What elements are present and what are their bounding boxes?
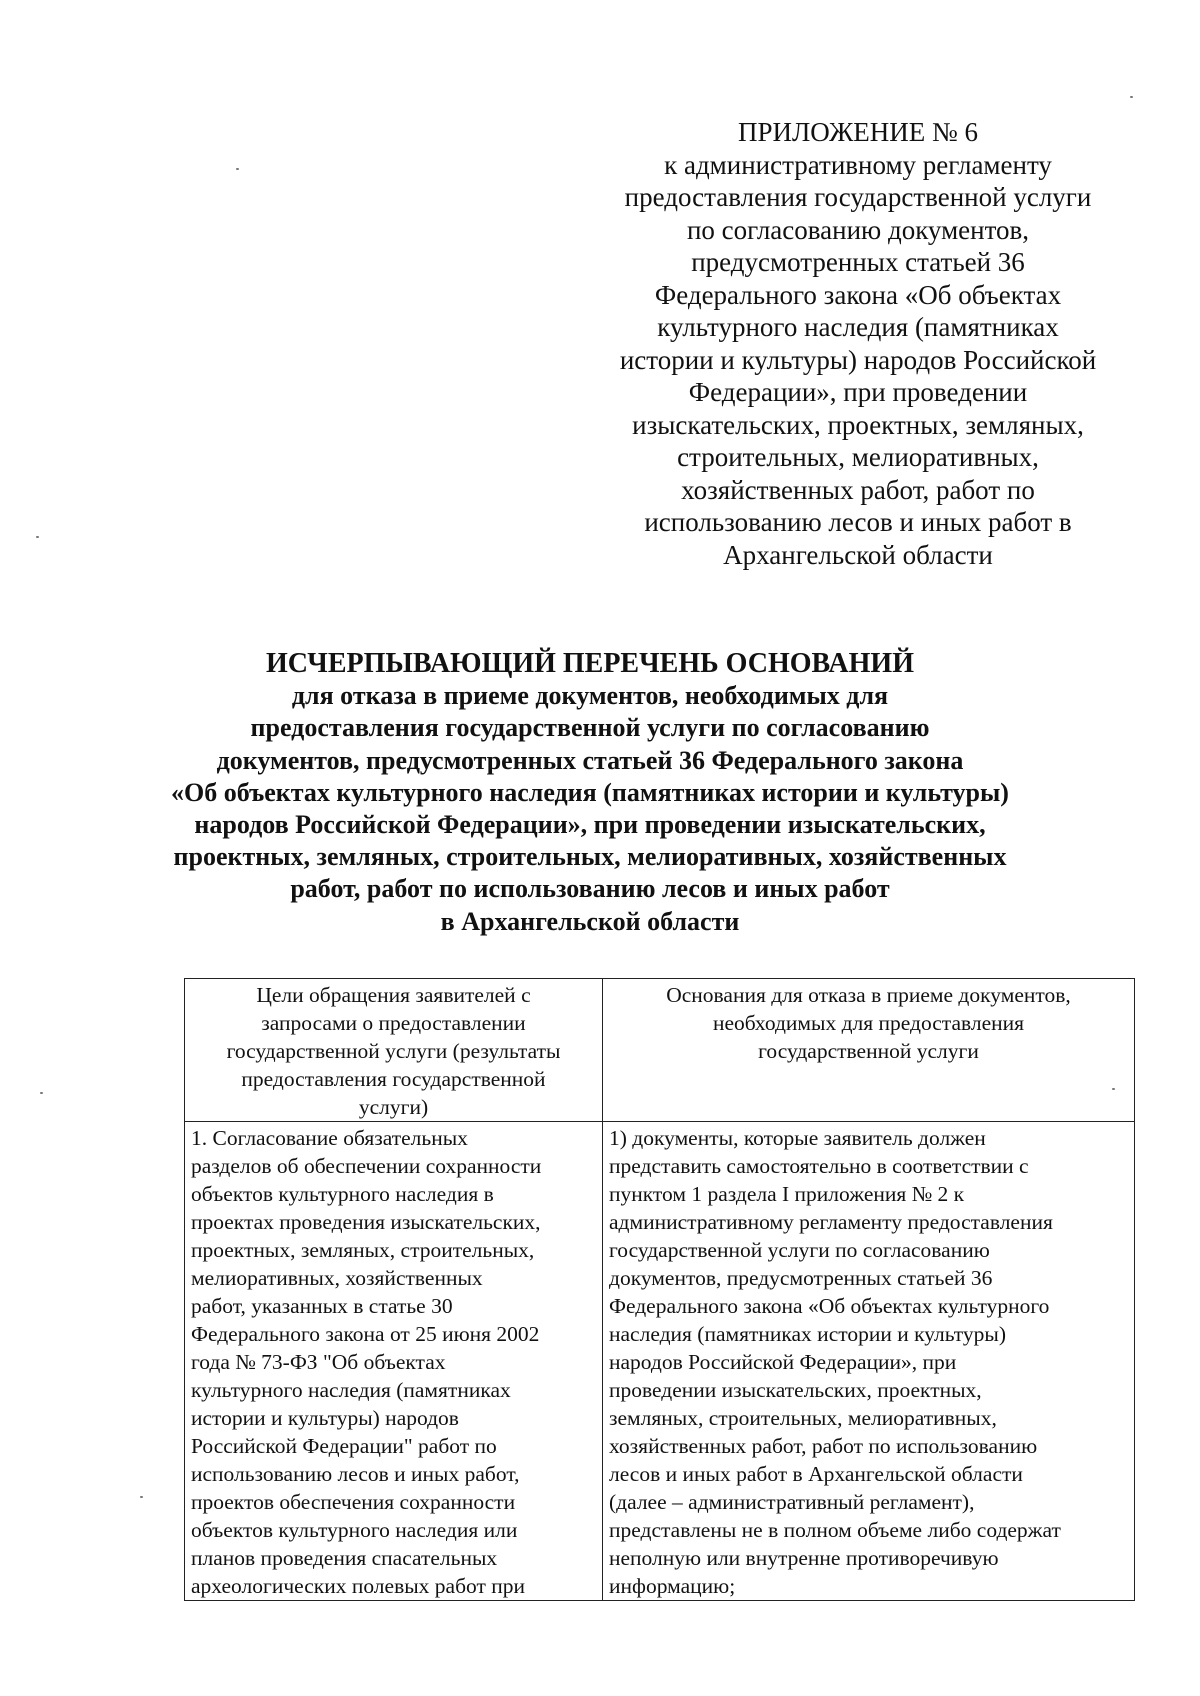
appendix-line: Архангельской области bbox=[723, 539, 993, 570]
cell-line: информацию; bbox=[609, 1574, 736, 1598]
document-title bbox=[160, 648, 1020, 938]
cell-line: археологических полевых работ при bbox=[191, 1574, 526, 1598]
cell-line: проектах проведения изыскательских, bbox=[191, 1210, 541, 1234]
cell-line: пунктом 1 раздела I приложения № 2 к bbox=[609, 1182, 965, 1206]
cell-line: планов проведения спасательных bbox=[191, 1546, 498, 1570]
grounds-table bbox=[184, 978, 1135, 1601]
title-line: документов, предусмотренных статьей 36 Федерального закона bbox=[216, 745, 964, 775]
title-line: работ, работ по использованию лесов и иных работ bbox=[290, 874, 890, 904]
row1-grounds-cell bbox=[603, 1122, 1135, 1601]
table-row bbox=[185, 1122, 1135, 1601]
scan-speck bbox=[1130, 96, 1133, 98]
cell-line: хозяйственных работ, работ по использованию bbox=[609, 1434, 1038, 1458]
table-header-row bbox=[185, 979, 1135, 1122]
cell-line: лесов и иных работ в Архангельской области bbox=[609, 1462, 1023, 1486]
appendix-header bbox=[608, 116, 1108, 571]
cell-line: использованию лесов и иных работ, bbox=[191, 1462, 520, 1486]
cell-line: истории и культуры) народов bbox=[191, 1406, 459, 1430]
appendix-line: строительных, мелиоративных, bbox=[677, 442, 1039, 472]
appendix-line: изыскательских, проектных, земляных, bbox=[632, 409, 1084, 440]
cell-line: наследия (памятниках истории и культуры) bbox=[609, 1322, 1006, 1346]
cell-line: (далее – административный регламент), bbox=[609, 1490, 975, 1514]
grounds-table-container bbox=[184, 978, 1134, 1601]
title-line: для отказа в приеме документов, необходимых для bbox=[291, 681, 889, 711]
appendix-line: предусмотренных статьей 36 bbox=[691, 247, 1025, 277]
title-line: «Об объектах культурного наследия (памятниках истории и культуры) bbox=[171, 777, 1009, 807]
cell-line: разделов об обеспечении сохранности bbox=[191, 1154, 542, 1178]
cell-line: государственной услуги bbox=[758, 1039, 979, 1063]
cell-line: необходимых для предоставления bbox=[712, 1011, 1025, 1035]
cell-line: государственной услуги по согласованию bbox=[609, 1238, 990, 1262]
cell-line: года № 73-ФЗ "Об объектах bbox=[191, 1350, 446, 1374]
cell-line: объектов культурного наследия в bbox=[191, 1182, 494, 1206]
header-cell-grounds bbox=[603, 979, 1135, 1122]
appendix-line: предоставления государственной услуги bbox=[624, 182, 1092, 212]
cell-line: услуги) bbox=[358, 1095, 429, 1119]
cell-line: административному регламенту предоставления bbox=[609, 1210, 1053, 1234]
appendix-line: ПРИЛОЖЕНИЕ № 6 bbox=[737, 117, 979, 147]
cell-line: неполную или внутренне противоречивую bbox=[609, 1546, 999, 1570]
scan-speck bbox=[40, 1092, 43, 1094]
scan-speck bbox=[236, 168, 239, 170]
title-line: предоставления государственной услуги по согласованию bbox=[250, 713, 930, 743]
cell-line: документов, предусмотренных статьей 36 bbox=[609, 1266, 993, 1290]
title-line: в Архангельской области bbox=[440, 906, 740, 936]
cell-line: Федерального закона «Об объектах культурного bbox=[609, 1294, 1050, 1318]
cell-line: народов Российской Федерации», при bbox=[609, 1350, 957, 1374]
cell-line: предоставления государственной bbox=[241, 1067, 546, 1091]
cell-line: запросами о предоставлении bbox=[261, 1011, 526, 1035]
cell-line: проведении изыскательских, проектных, bbox=[609, 1378, 982, 1402]
cell-line: культурного наследия (памятниках bbox=[191, 1378, 511, 1402]
cell-line: проектных, земляных, строительных, bbox=[191, 1238, 535, 1262]
scan-speck bbox=[36, 536, 39, 538]
cell-line: Основания для отказа в приеме документов, bbox=[666, 983, 1071, 1007]
appendix-line: хозяйственных работ, работ по bbox=[681, 474, 1035, 505]
cell-line: Федерального закона от 25 июня 2002 bbox=[191, 1322, 540, 1346]
appendix-line: Федерального закона «Об объектах bbox=[654, 279, 1062, 310]
cell-line: государственной услуги (результаты bbox=[226, 1039, 561, 1063]
scan-speck bbox=[140, 1496, 143, 1498]
appendix-line: Федерации», при проведении bbox=[688, 377, 1028, 407]
cell-line: работ, указанных в статье 30 bbox=[191, 1294, 453, 1318]
cell-line: мелиоративных, хозяйственных bbox=[191, 1266, 483, 1290]
row1-purpose-cell bbox=[185, 1122, 603, 1601]
cell-line: 1) документы, которые заявитель должен bbox=[609, 1126, 986, 1150]
header-cell-purposes bbox=[185, 979, 603, 1122]
cell-line: объектов культурного наследия или bbox=[191, 1518, 518, 1542]
appendix-line: истории и культуры) народов Российской bbox=[619, 344, 1097, 375]
cell-line: Цели обращения заявителей с bbox=[256, 983, 531, 1007]
title-line: народов Российской Федерации», при проведении изыскательских, bbox=[194, 810, 986, 840]
appendix-line: по согласованию документов, bbox=[686, 214, 1030, 245]
scan-speck bbox=[1112, 1088, 1115, 1090]
cell-line: представить самостоятельно в соответствии с bbox=[609, 1154, 1029, 1178]
appendix-line: использованию лесов и иных работ в bbox=[644, 507, 1072, 537]
cell-line: 1. Согласование обязательных bbox=[191, 1126, 468, 1150]
title-line: ИСЧЕРПЫВАЮЩИЙ ПЕРЕЧЕНЬ ОСНОВАНИЙ bbox=[266, 648, 914, 679]
cell-line: проектов обеспечения сохранности bbox=[191, 1490, 516, 1514]
appendix-line: культурного наследия (памятниках bbox=[657, 312, 1059, 342]
cell-line: представлены не в полном объеме либо содержат bbox=[609, 1518, 1061, 1542]
appendix-line: к административному регламенту bbox=[664, 149, 1052, 180]
cell-line: земляных, строительных, мелиоративных, bbox=[609, 1406, 997, 1430]
title-line: проектных, земляных, строительных, мелиоративных, хозяйственных bbox=[173, 842, 1007, 872]
cell-line: Российской Федерации" работ по bbox=[191, 1434, 497, 1458]
